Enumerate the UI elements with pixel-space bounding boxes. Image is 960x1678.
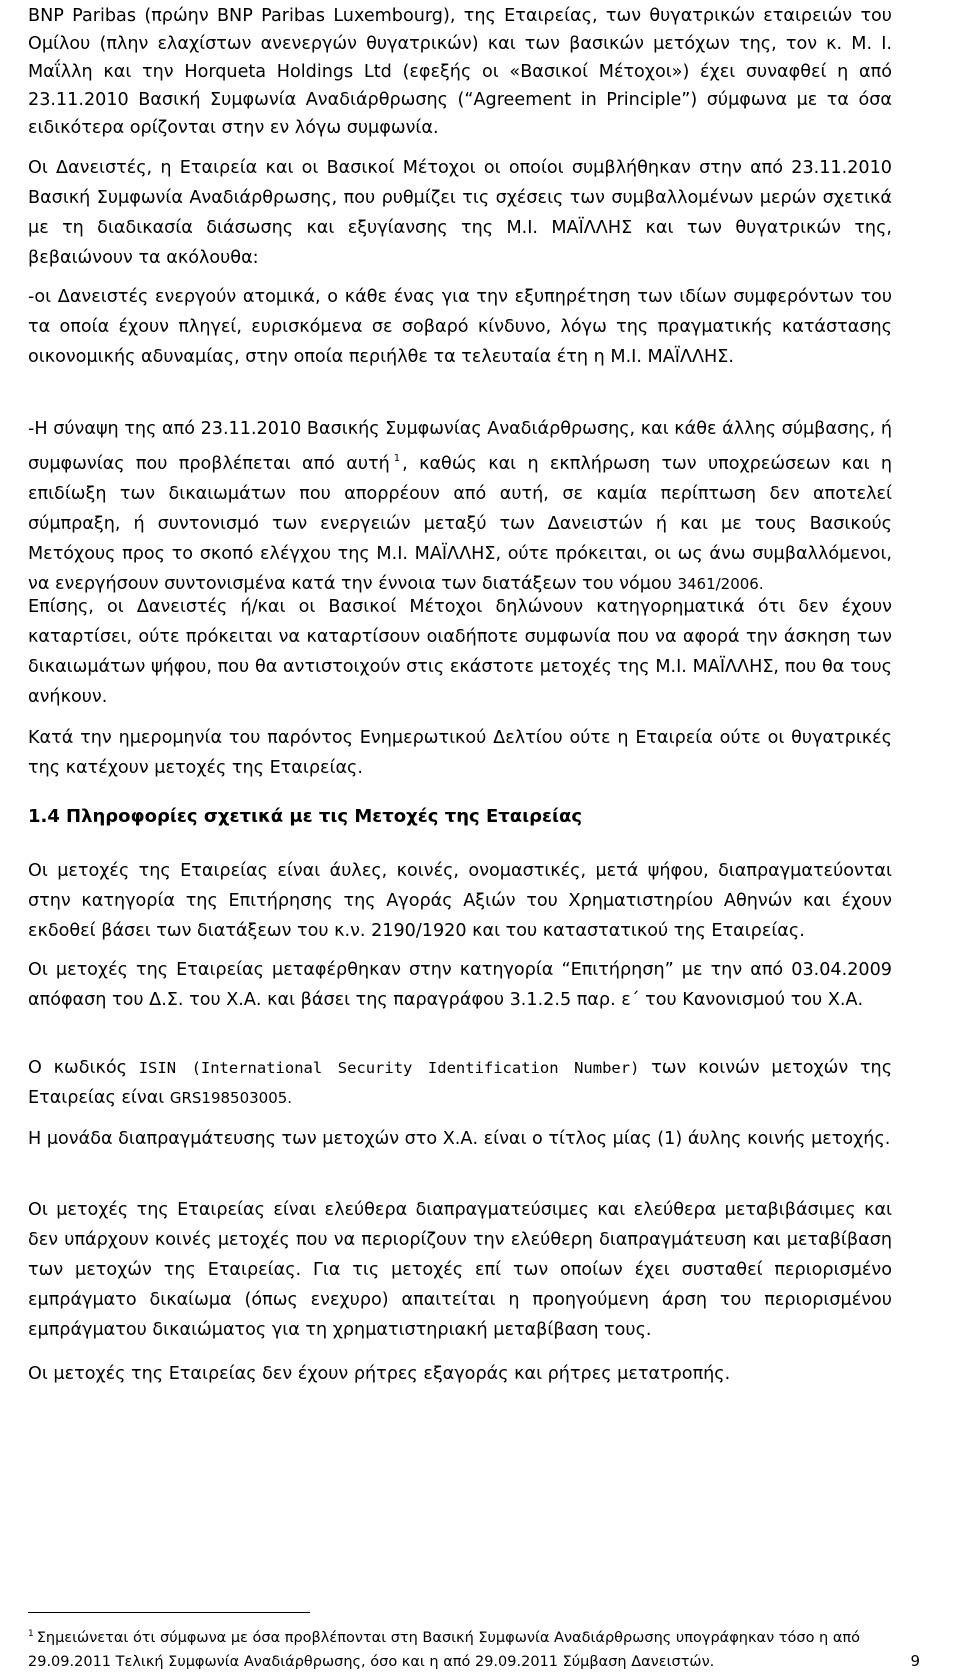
paragraph-voting-agreement: Επίσης, οι Δανειστές ή/και οι Βασικοί Μέτοχοι δηλώνουν κατηγορηματικά ότι δεν έχουν καταρτίσει, ούτε πρόκειται να καταρτίσουν οιαδήποτε συμφωνία που να αφορά την άσκηση των δικαιωμάτων ψήφου, που θα αντιστοιχούν στις εκάστοτε μετοχές της Μ.Ι. ΜΑΪΛΛΗΣ, που θα τους ανήκουν.: [28, 597, 892, 707]
section-number: 1.4: [28, 806, 60, 827]
paragraph-no-clauses: Οι μετοχές της Εταιρείας δεν έχουν ρήτρες εξαγοράς και ρήτρες μετατροπής.: [28, 1364, 731, 1384]
no-concert-text-a: -Η σύναψη της από 23.11.2010 Βασικής Συμφωνίας Αναδιάρθρωσης, και κάθε άλλης σύμβασης, ή συμφωνίας που προβλέπεται από αυτή: [28, 419, 892, 474]
law-number: 3461/2006.: [677, 575, 764, 593]
footnote: [28, 1622, 908, 1674]
paragraph-surveillance: Οι μετοχές της Εταιρείας μεταφέρθηκαν στην κατηγορία “Επιτήρηση” με την από 03.04.2009 απόφαση του Δ.Σ. του Χ.Α. και βάσει της παραγράφου 3.1.2.5 παρ. ε΄ του Κανονισμού του Χ.Α.: [28, 960, 892, 1010]
footnote-text: Σημειώνεται ότι σύμφωνα με όσα προβλέπονται στη Βασική Συμφωνία Αναδιάρθρωσης υπογράφηκαν τόσο η από 29.09.2011 Τελική Συμφωνία Αναδιάρθρωσης, όσο και η από 29.09.2011 Σύμβαση Δανειστών.: [28, 1630, 861, 1670]
paragraph-no-concert: [28, 414, 892, 599]
paragraph-bnp-agreement: BNP Paribas (πρώην BNP Paribas Luxembourg), της Εταιρείας, των θυγατρικών εταιρειών του Ομίλου (πλην ελαχίστων ανενεργών θυγατρικών) και των βασικών μετόχων της, τον κ. Μ. Ι. Μαΐλλη και την Horqueta Holdings Ltd (εφεξής οι «Βασικοί Μέτοχοι») έχει συναφθεί η από 23.11.2010 Βασική Συμφωνία Αναδιάρθρωσης (“Agreement in Principle”) σύμφωνα με τα όσα ειδικότερα ορίζονται στην εν λόγω συμφωνία.: [28, 6, 892, 138]
section-heading: [28, 802, 892, 832]
paragraph-treasury-shares: Κατά την ημερομηνία του παρόντος Ενημερωτικού Δελτίου ούτε η Εταιρεία ούτε οι θυγατρικές της κατέχουν μετοχές της Εταιρείας.: [28, 728, 892, 778]
page-number: 9: [910, 1652, 920, 1670]
paragraph-free-transfer: Οι μετοχές της Εταιρείας είναι ελεύθερα διαπραγματεύσιμες και ελεύθερα μεταβιβάσιμες και δεν υπάρχουν κοινές μετοχές που να περιορίζουν την ελεύθερη διαπραγμάτευση και μεταβίβαση των μετοχών της Εταιρείας. Για τις μετοχές επί των οποίων έχει συσταθεί περιορισμένο εμπράγματο δικαίωμα (όπως ενεχυρο) απαιτείται η προηγούμενη άρση του περιορισμένου εμπράγματου δικαιώματος για τη χρηματιστηριακή μεταβίβαση τους.: [28, 1200, 892, 1340]
no-concert-text-b: , καθώς και η εκπλήρωση των υποχρεώσεων και η επιδίωξη των δικαιωμάτων που απορρέουν από αυτή, σε καμία περίπτωση δεν αποτελεί σύμπραξη, ή συντονισμό των ενεργειών μεταξύ των Δανειστών ή και με τους Βασικούς Μετόχους προς το σκοπό ελέγχου της Μ.Ι. ΜΑΪΛΛΗΣ, ούτε πρόκειται, οι ως άνω συμβαλλόμενοι, να ενεργήσουν συντονισμένα κατά την έννοια των διατάξεων του νόμου: [28, 454, 892, 594]
isin-text-b: των κοινών μετοχών της Εταιρείας είναι: [28, 1058, 893, 1108]
section-title: Πληροφορίες σχετικά με τις Μετοχές της Εταιρείας: [66, 806, 583, 827]
isin-label: ISIN (International Security Identification Number): [138, 1059, 640, 1077]
footnote-reference: 1: [393, 453, 401, 464]
paragraph-isin: [28, 1053, 892, 1113]
paragraph-creditors-confirm: Οι Δανειστές, η Εταιρεία και οι Βασικοί Μέτοχοι οι οποίοι συμβλήθηκαν στην από 23.11.2010 Βασική Συμφωνία Αναδιάρθρωσης, που ρυθμίζει τις σχέσεις των συμβαλλομένων μερών σχετικά με τη διαδικασία διάσωσης και εξυγίανσης της Μ.Ι. ΜΑΪΛΛΗΣ και των θυγατρικών της, βεβαιώνουν τα ακόλουθα:: [28, 158, 892, 268]
isin-text-a: Ο κωδικός: [28, 1058, 127, 1078]
paragraph-trading-unit: Η μονάδα διαπραγμάτευσης των μετοχών στο Χ.Α. είναι ο τίτλος μίας (1) άυλης κοινής μετοχής.: [28, 1129, 891, 1149]
footnote-divider: [28, 1612, 310, 1613]
paragraph-share-type: Οι μετοχές της Εταιρείας είναι άυλες, κοινές, ονομαστικές, μετά ψήφου, διαπραγματεύονται στην κατηγορία της Επιτήρησης της Αγοράς Αξιών του Χρηματιστηρίου Αθηνών και έχουν εκδοθεί βάσει των διατάξεων του κ.ν. 2190/1920 και του καταστατικού της Εταιρείας.: [28, 861, 892, 941]
paragraph-creditors-individual: -οι Δανειστές ενεργούν ατομικά, ο κάθε ένας για την εξυπηρέτηση των ιδίων συμφερόντων του τα οποία έχουν πληγεί, ευρισκόμενα σε σοβαρό κίνδυνο, λόγω της πραγματικής κατάστασης οικονομικής αδυναμίας, στην οποία περιήλθε τα τελευταία έτη η Μ.Ι. ΜΑΪΛΛΗΣ.: [28, 287, 892, 367]
footnote-mark: 1: [28, 1629, 34, 1639]
isin-code: GRS198503005.: [169, 1089, 293, 1107]
